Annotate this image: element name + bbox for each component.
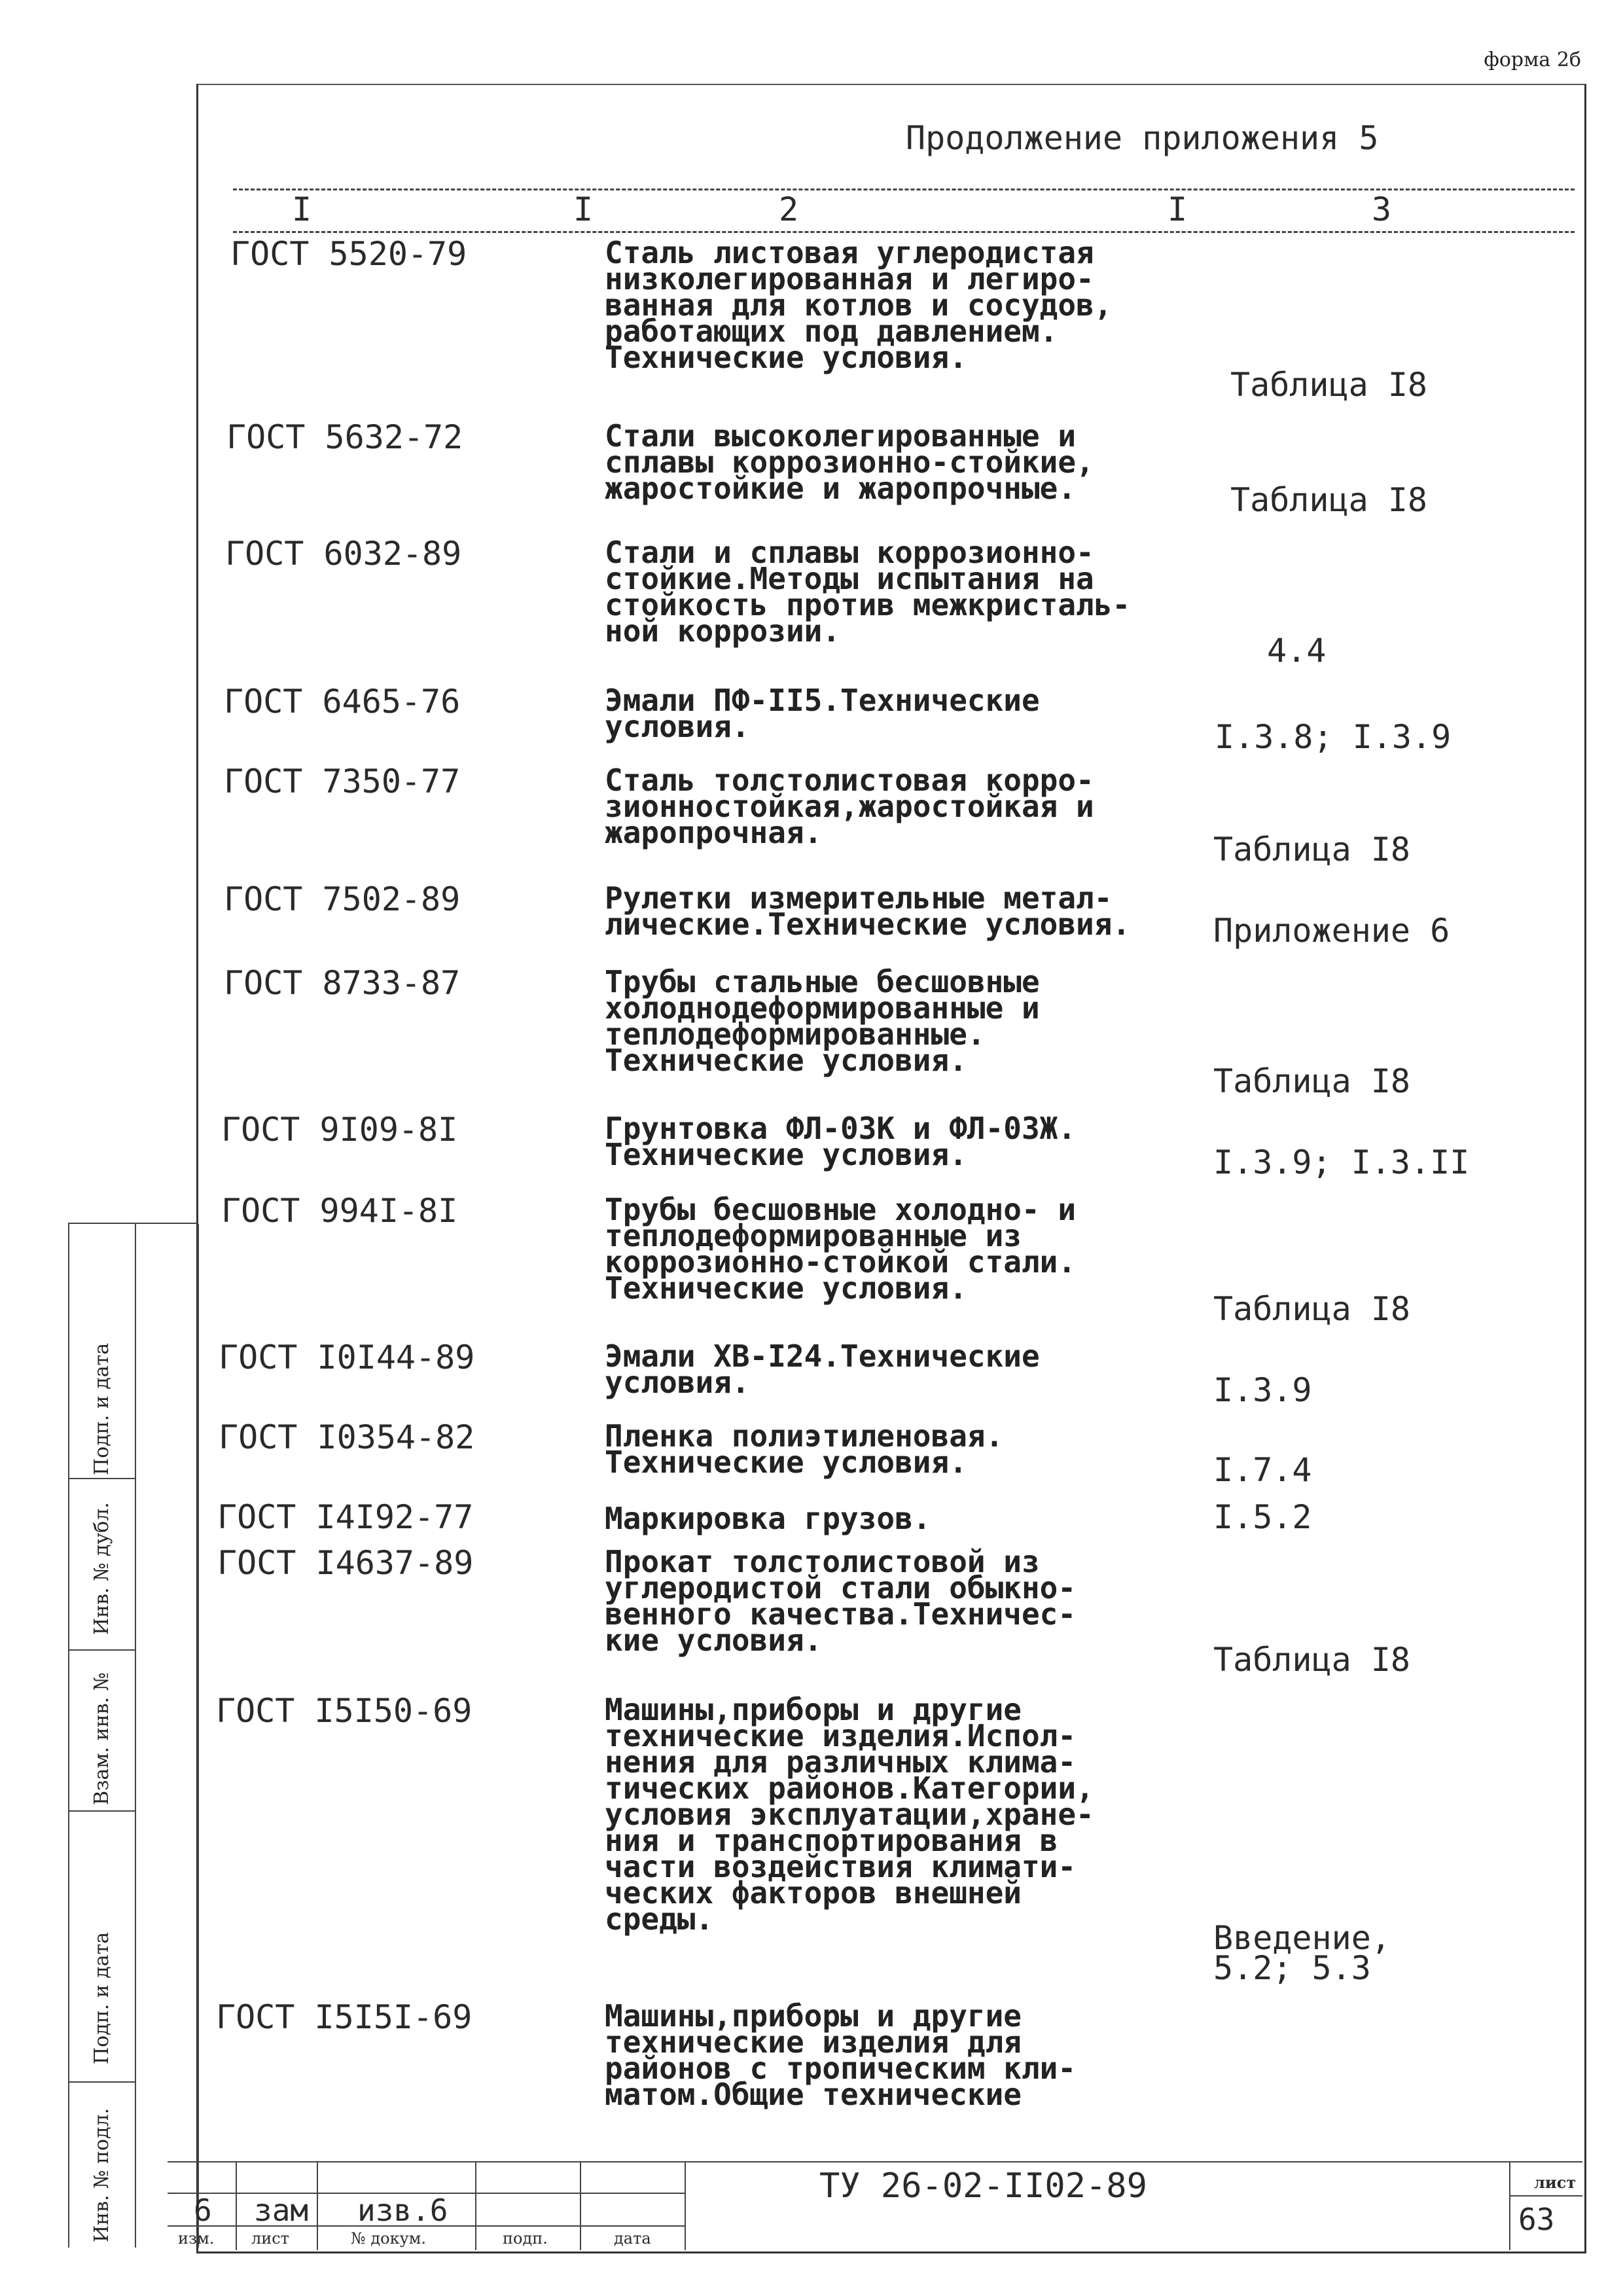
standard-description: Прокат толстолистовой из углеродистой стали обыкно- венного качества.Техничес- кие условия.	[605, 1544, 1077, 1658]
side-label-inv-podl: Инв. № подл.	[90, 2108, 113, 2242]
sheet-status: зам	[254, 2193, 309, 2228]
caption-doc: № докум.	[351, 2229, 426, 2248]
form-label: форма 2б	[1484, 48, 1581, 71]
standard-reference: 4.4	[1267, 632, 1327, 670]
standard-reference: Приложение 6	[1213, 912, 1450, 950]
standard-reference: Таблица I8	[1213, 1062, 1411, 1100]
standard-code: ГОСТ 8733-87	[224, 964, 461, 1002]
standard-code: ГОСТ 5632-72	[226, 418, 463, 456]
title-block-divider	[685, 2161, 686, 2250]
standard-reference: I.5.2	[1213, 1498, 1312, 1536]
standard-code: ГОСТ 6032-89	[225, 535, 462, 573]
standard-code: ГОСТ 994I-8I	[221, 1192, 458, 1230]
title-block-divider	[317, 2161, 318, 2250]
standard-code: ГОСТ 5520-79	[230, 235, 467, 273]
standard-code: ГОСТ I0I44-89	[219, 1338, 475, 1376]
standard-description: Эмали ПФ-II5.Технические условия.	[605, 683, 1040, 744]
standard-description: Трубы бесшовные холодно- и теплодеформированные из коррозионно-стойкой стали. Технические условия.	[605, 1192, 1077, 1306]
col-separator: I	[1168, 190, 1188, 228]
standard-code: ГОСТ 9I09-8I	[221, 1111, 458, 1149]
caption-podp: подп.	[503, 2229, 548, 2248]
title-block-line	[1509, 2195, 1582, 2197]
standard-code: ГОСТ I5I5I-69	[216, 1998, 473, 2036]
standard-code: ГОСТ 7350-77	[224, 762, 461, 800]
caption-data: дата	[614, 2229, 651, 2248]
standard-description: Пленка полиэтиленовая. Технические условия.	[605, 1418, 1004, 1480]
continuation-title: Продолжение приложения 5	[906, 119, 1379, 157]
caption-izm: изм.	[178, 2229, 215, 2248]
title-block-line	[168, 2161, 1582, 2162]
standard-code: ГОСТ 6465-76	[224, 683, 461, 721]
standard-code: ГОСТ I5I50-69	[216, 1692, 473, 1730]
standard-code: ГОСТ I0354-82	[219, 1418, 475, 1456]
side-stamp	[68, 1223, 198, 2248]
standard-description: Маркировка грузов.	[605, 1501, 931, 1536]
col-number-2: 2	[779, 190, 799, 228]
standard-reference: Введение, 5.2; 5.3	[1213, 1919, 1391, 1987]
standard-description: Сталь листовая углеродистая низколегированная и легиро- ванная для котлов и сосудов, работающих под давлением. Технические условия.	[605, 235, 1113, 375]
side-stamp-divider	[69, 1478, 135, 1479]
revision-number: 6	[194, 2193, 212, 2228]
side-label-vzam-inv: Взам. инв. №	[90, 1672, 113, 1805]
title-block-divider	[236, 2161, 237, 2250]
document-code: ТУ 26-02-II02-89	[819, 2166, 1147, 2206]
title-block-divider	[1509, 2161, 1510, 2250]
standard-description: Сталь толстолистовая корро- зионностойкая,жаростойкая и жаропрочная.	[605, 762, 1094, 850]
col-separator: I	[573, 190, 594, 228]
standard-reference: Таблица I8	[1213, 1290, 1411, 1328]
standard-reference: I.3.8; I.3.9	[1215, 718, 1452, 756]
standard-reference: Таблица I8	[1230, 366, 1428, 404]
side-label-podp-data-top: Подп. и дата	[90, 1342, 113, 1475]
sheet-label: лист	[1534, 2173, 1577, 2192]
standard-reference: Таблица I8	[1213, 831, 1411, 869]
standard-code: ГОСТ I4637-89	[217, 1544, 474, 1582]
side-stamp-divider	[69, 1810, 135, 1812]
document-number: изв.6	[357, 2193, 448, 2228]
standard-description: Машины,приборы и другие технические изделия для районов с тропическим кли- матом.Общие технические	[605, 1998, 1077, 2112]
side-label-podp-data-bottom: Подп. и дата	[90, 1931, 113, 2064]
side-stamp-divider	[69, 1649, 135, 1651]
col-number-1: I	[292, 190, 312, 228]
standard-code: ГОСТ 7502-89	[224, 880, 461, 918]
standard-description: Стали и сплавы коррозионно- стойкие.Методы испытания на стойкость против межкристаль- ной коррозии.	[605, 535, 1131, 649]
standard-reference: I.3.9; I.3.II	[1213, 1143, 1470, 1181]
standard-code: ГОСТ I4I92-77	[217, 1498, 474, 1536]
sheet-number: 63	[1518, 2202, 1555, 2237]
title-block-divider	[580, 2161, 581, 2250]
caption-list: лист	[251, 2229, 289, 2248]
side-stamp-column	[135, 1224, 199, 2248]
standard-description: Стали высоколегированные и сплавы коррозионно-стойкие, жаростойкие и жаропрочные.	[605, 418, 1094, 506]
side-stamp-divider	[69, 2081, 135, 2083]
col-number-3: 3	[1372, 190, 1392, 228]
standard-description: Машины,приборы и другие технические изделия.Испол- нения для различных клима- тических районов.Категории, условия эксплуатации,хране- ния и транспортирования в части воздействия климати- ческих факторов внешней среды.	[605, 1692, 1094, 1937]
side-label-inv-dubl: Инв. № дубл.	[90, 1502, 113, 1635]
standard-reference: I.7.4	[1213, 1451, 1312, 1489]
title-block	[168, 2161, 1582, 2250]
standard-reference: Таблица I8	[1213, 1641, 1411, 1679]
standard-reference: Таблица I8	[1230, 481, 1428, 519]
standard-description: Эмали ХВ-I24.Технические условия.	[605, 1338, 1040, 1400]
column-header	[233, 188, 1575, 233]
standard-description: Трубы стальные бесшовные холоднодеформированные и теплодеформированные. Технические условия.	[605, 964, 1040, 1078]
standard-description: Рулетки измерительные метал- лические.Технические условия.	[605, 880, 1131, 942]
title-block-divider	[475, 2161, 476, 2250]
standard-description: Грунтовка ФЛ-03К и ФЛ-03Ж. Технические условия.	[605, 1111, 1077, 1172]
standard-reference: I.3.9	[1213, 1371, 1312, 1409]
